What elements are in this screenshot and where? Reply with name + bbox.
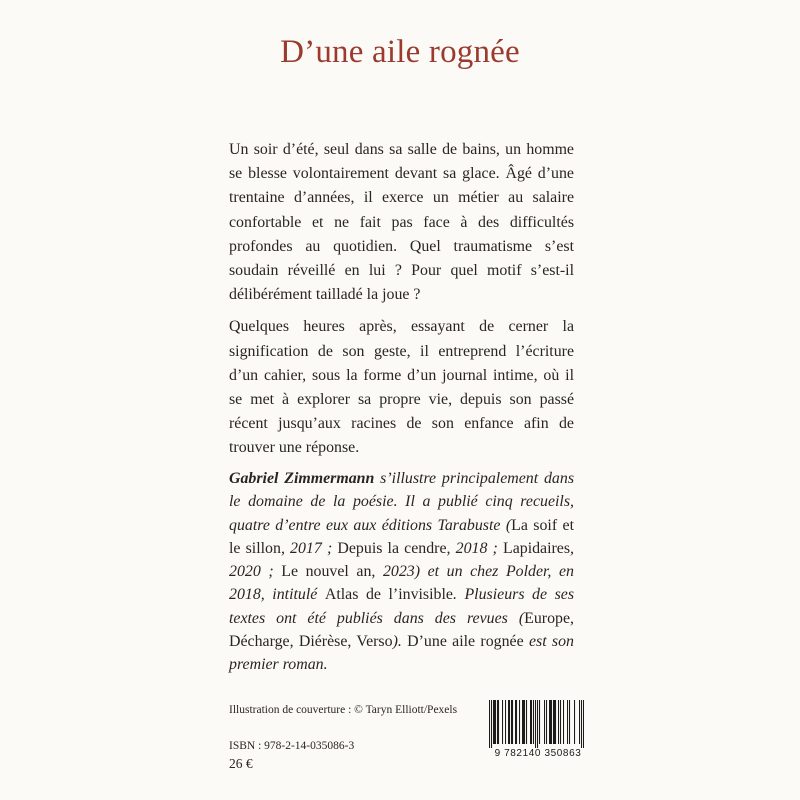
barcode-bar	[508, 700, 509, 744]
barcode-bar	[535, 700, 536, 748]
barcode-bar	[581, 700, 582, 748]
bio-work-title: Atlas de l’invisible	[324, 586, 453, 604]
barcode-icon	[489, 700, 584, 772]
bio-work-title: D’une aile rognée	[407, 633, 524, 651]
barcode-bar	[563, 700, 564, 744]
barcode-bar	[495, 700, 496, 744]
barcode-bars	[489, 700, 584, 748]
bio-text: s’illustre principalement dans le domaine de la poésie. Il a publié cinq recueils, quatre d’entre eux aux éditions Tarabuste (	[229, 470, 575, 534]
barcode-bar	[558, 700, 559, 744]
summary-paragraph: Un soir d’été, seul dans sa salle de bains, un homme se blesse volontairement devant sa glace. Âgé d’une trentaine d’années, il exerce un métier au salaire confortable et ne fait pas face à des difficultés profondes au quotidien. Quel traumatisme s’est soudain réveillé en lui ? Pour quel motif s’est-il délibérément tailladé la joue ?	[229, 141, 574, 304]
barcode-bar	[515, 700, 516, 744]
barcode-bar	[519, 700, 520, 744]
bio-work-title: Europe, Décharge, Diérèse, Verso	[229, 609, 574, 651]
barcode-bar	[551, 700, 552, 744]
barcode-bar	[550, 700, 551, 744]
barcode-bar	[546, 700, 547, 744]
barcode-bar	[509, 700, 510, 744]
bio-text: , 2017 ;	[280, 539, 338, 557]
barcode-bar	[493, 700, 494, 744]
barcode-bar	[511, 700, 512, 744]
barcode-bar	[522, 700, 523, 744]
bio-text: , 2020 ;	[229, 539, 575, 581]
bio-work-title: Lapidaires	[502, 539, 571, 557]
book-summary	[229, 138, 574, 469]
barcode-bar	[574, 700, 575, 744]
barcode-bar	[502, 700, 503, 744]
barcode-bar	[579, 700, 580, 744]
barcode-bar	[567, 700, 568, 744]
barcode-bar	[524, 700, 525, 744]
book-title: D’une aile rognée	[280, 34, 520, 70]
barcode-bar	[537, 700, 538, 748]
barcode-bar	[491, 700, 492, 748]
bio-work-title: Le nouvel an	[281, 563, 372, 581]
barcode-number: 9 782140 350863	[494, 748, 582, 759]
barcode-bar	[555, 700, 556, 744]
barcode-bar	[533, 700, 534, 744]
barcode-bar	[498, 700, 499, 744]
bio-text: , 2018 ;	[446, 539, 503, 557]
barcode-bar	[553, 700, 554, 744]
summary-paragraph: Quelques heures après, essayant de cerner la signification de son geste, il entreprend l’écriture d’un cahier, sous la forme d’un journal intime, où il se met à explorer sa propre vie, depuis son passé récent jusqu’aux racines de son enfance afin de trouver une réponse.	[229, 318, 574, 457]
bio-work-title: La soif et le sillon	[229, 516, 574, 557]
barcode-bar	[583, 700, 584, 748]
bio-text: ).	[392, 633, 408, 651]
barcode-bar	[523, 700, 524, 744]
barcode-bar	[569, 700, 570, 744]
barcode-bar	[530, 700, 531, 744]
bio-text: . Plusieurs de ses textes ont été publiés dans des revues (	[229, 586, 575, 627]
barcode-bar	[489, 700, 490, 748]
barcode-bar	[544, 700, 545, 744]
price: 26 €	[229, 756, 253, 771]
barcode-bar	[554, 700, 555, 744]
bio-text: est son premier roman.	[229, 633, 574, 674]
barcode-bar	[505, 700, 506, 744]
isbn: ISBN : 978-2-14-035086-3	[229, 740, 355, 752]
barcode-bar	[560, 700, 561, 744]
barcode-bar	[497, 700, 498, 744]
barcode-bar	[539, 700, 540, 744]
bio-work-title: Depuis la cendre	[337, 539, 447, 557]
author-name: Gabriel Zimmermann	[229, 470, 375, 487]
barcode-bar	[526, 700, 527, 744]
bio-text: , 2023) et un chez Polder, en 2018, intitulé	[229, 563, 574, 604]
barcode-bar	[494, 700, 495, 744]
barcode-bar	[516, 700, 517, 744]
barcode-bar	[531, 700, 532, 744]
barcode-bar	[549, 700, 550, 744]
cover-credit: Illustration de couverture : © Taryn Elliott/Pexels	[229, 704, 458, 716]
author-bio	[229, 467, 574, 677]
barcode-bar	[512, 700, 513, 744]
